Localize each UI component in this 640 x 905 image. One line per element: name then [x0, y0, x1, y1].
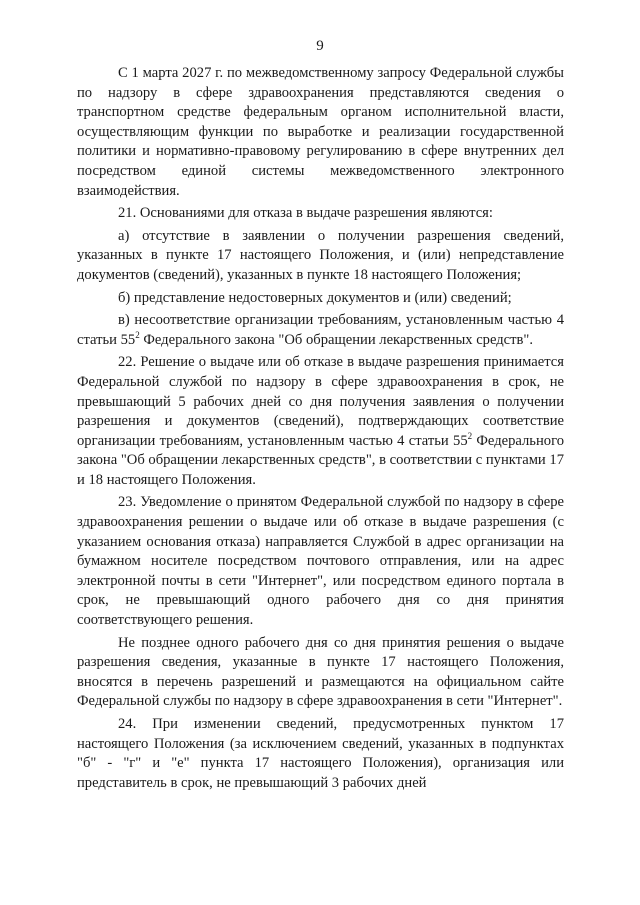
paragraph-22 [77, 353, 564, 490]
paragraph-vehicle-info: С 1 марта 2027 г. по межведомственному запросу Федеральной службы по надзору в сфере здравоохранения представляются сведения о транспортном средстве федеральным органом исполнительной власти, осуществляющим функции по выработке и реализации государственной политики и нормативно-правовому регулированию в сфере внутренних дел посредством единой системы межведомственного электронного взаимодействия. [77, 65, 564, 199]
paragraph-21v [77, 311, 564, 350]
paragraph-21v-text-end: Федерального закона "Об обращении лекарственных средств". [139, 331, 534, 348]
document-body [77, 64, 564, 796]
paragraph-22-text-end: Федерального закона "Об обращении лекарственных средств", в соответствии с пунктами 17 и 18 настоящего Положения. [77, 432, 564, 488]
page-number: 9 [316, 38, 324, 54]
paragraph-21a: а) отсутствие в заявлении о получении разрешения сведений, указанных в пункте 17 настоящего Положения, и (или) непредставление документов (сведений), указанных в пункте 18 настоящего Положения; [77, 227, 564, 283]
paragraph-24: 24. При изменении сведений, предусмотренных пунктом 17 настоящего Положения (за исключением сведений, указанных в подпунктах "б" - "г" и "е" пункта 17 настоящего Положения), организация или представитель в срок, не превышающий 3 рабочих дней [77, 716, 564, 791]
superscript: 2 [135, 329, 140, 340]
paragraph-22-text: 22. Решение о выдаче или об отказе в выдаче разрешения принимается Федеральной службой по надзору в сфере здравоохранения в срок, не превышающий 5 рабочих дней со дня получения заявления о получении разрешения и документов (сведений), подтверждающих соответствие организации требованиям, установленным частью 4 статьи 55 [77, 354, 564, 449]
paragraph-23-continued: Не позднее одного рабочего дня со дня принятия решения о выдаче разрешения сведения, указанные в пункте 17 настоящего Положения, вносятся в перечень разрешений и размещаются на официальном сайте Федеральной службы по надзору в сфере здравоохранения в сети "Интернет". [77, 634, 564, 710]
paragraph-21b: б) представление недостоверных документов и (или) сведений; [118, 289, 512, 306]
paragraph-21v-text: в) несоответствие организации требованиям, установленным частью 4 статьи 55 [77, 312, 564, 348]
paragraph-21: 21. Основаниями для отказа в выдаче разрешения являются: [118, 205, 493, 222]
superscript: 2 [467, 430, 473, 441]
paragraph-23: 23. Уведомление о принятом Федеральной службой по надзору в сфере здравоохранения решении о выдаче или об отказе в выдаче разрешения (с указанием основания отказа) направляется Службой в адрес организации на бумажном носителе посредством почтового отправления, или на адрес электронной почты в сети "Интернет", или посредством единого портала в срок, не превышающий одного рабочего дня со дня принятия соответствующего решения. [77, 494, 564, 629]
